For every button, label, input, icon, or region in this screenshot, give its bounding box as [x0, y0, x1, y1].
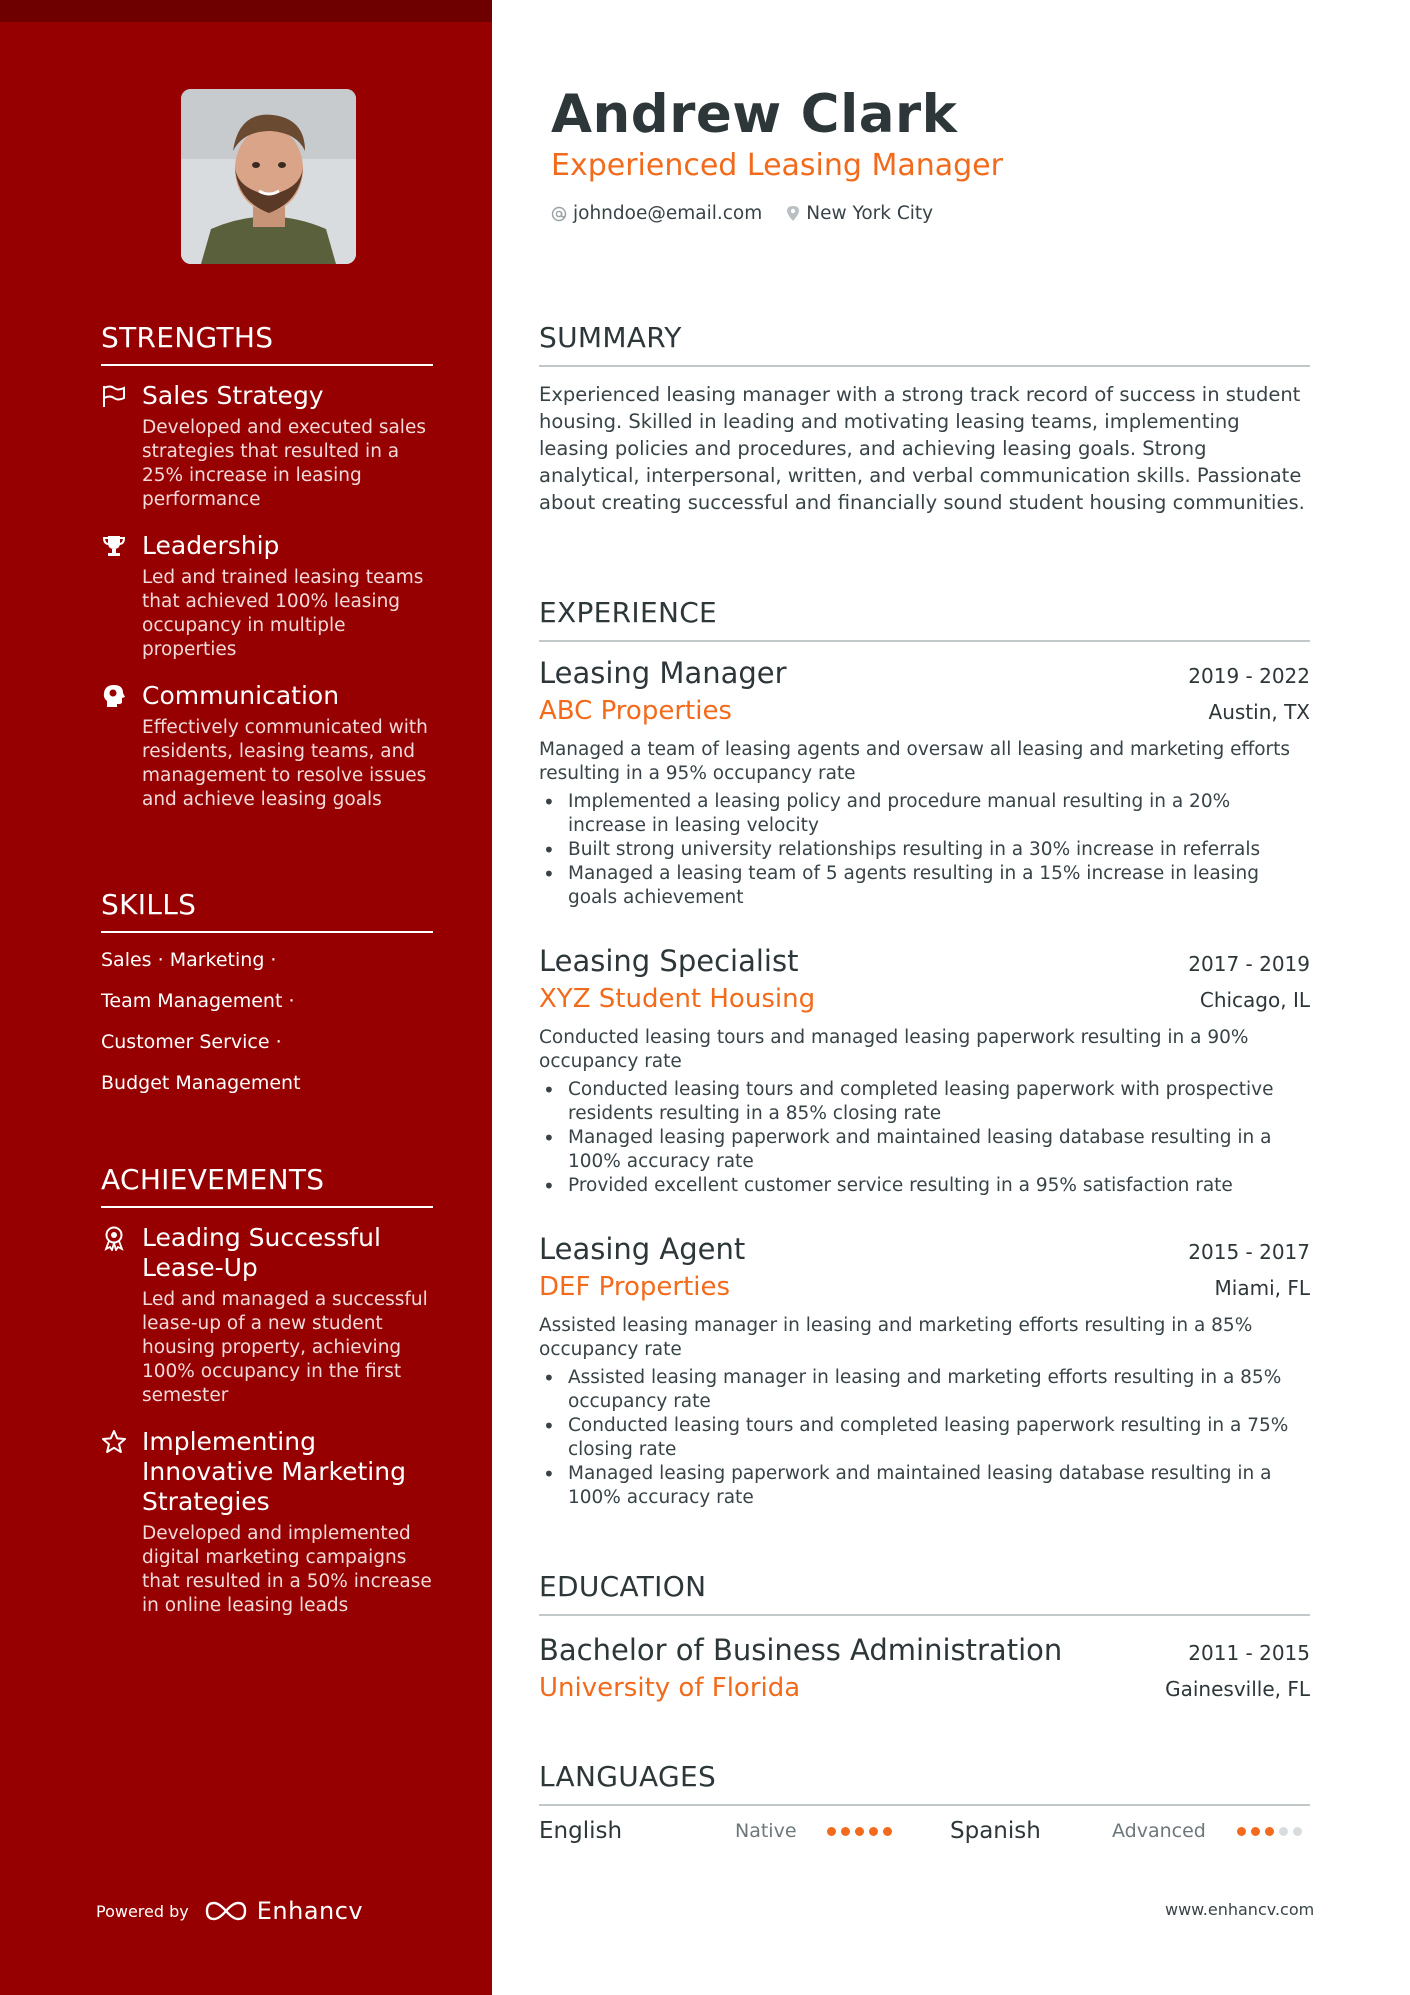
job-dates: 2015 - 2017 [1188, 1240, 1310, 1264]
language-level: Advanced [1112, 1820, 1206, 1842]
skill-line: Customer Service · [101, 1031, 282, 1053]
job-company: ABC Properties [539, 696, 732, 726]
job-bullet: • Built strong university relationships resulting in a 30% increase in referrals [539, 838, 1310, 862]
language-name: Spanish [950, 1818, 1041, 1844]
rating-dot-filled [883, 1827, 892, 1836]
language-rating [1237, 1827, 1302, 1836]
enhancv-logo-icon [203, 1899, 249, 1923]
education-dates: 2011 - 2015 [1188, 1641, 1310, 1665]
rating-dot-filled [841, 1827, 850, 1836]
strength-item [101, 681, 433, 812]
strength-title: Sales Strategy [142, 381, 324, 410]
strengths-section [101, 321, 433, 812]
job-title: Leasing Agent [539, 1232, 746, 1266]
job-bullet: • Assisted leasing manager in leasing and marketing efforts resulting in a 85% occupancy rate [539, 1366, 1310, 1414]
enhancv-brand-name: Enhancv [256, 1897, 364, 1925]
job-bullet: • Conducted leasing tours and completed leasing paperwork resulting in a 75% closing rate [539, 1414, 1310, 1462]
rating-dot-empty [1293, 1827, 1302, 1836]
job-bullet: • Provided excellent customer service resulting in a 95% satisfaction rate [539, 1174, 1310, 1198]
job-bullet: • Implemented a leasing policy and procedure manual resulting in a 20% increase in leasing velocity [539, 790, 1310, 838]
job-description: Assisted leasing manager in leasing and marketing efforts resulting in a 85% occupancy rate [539, 1315, 1253, 1360]
at-icon [551, 206, 567, 222]
candidate-name: Andrew Clark [551, 84, 958, 145]
candidate-headline: Experienced Leasing Manager [551, 148, 1003, 183]
job-entry [539, 1232, 1310, 1510]
achievements-title: ACHIEVEMENTS [101, 1163, 433, 1208]
rating-dot-filled [1237, 1827, 1246, 1836]
job-title: Leasing Manager [539, 656, 787, 690]
skill-line: Team Management · [101, 990, 295, 1012]
enhancv-logo[interactable] [203, 1897, 363, 1925]
strength-title: Communication [142, 681, 340, 710]
head-icon [101, 683, 127, 709]
email-contact[interactable] [551, 203, 762, 224]
award-icon [101, 1225, 127, 1251]
achievement-title: Leading Successful Lease-Up [142, 1223, 381, 1282]
job-bullets [539, 790, 1310, 910]
education-location: Gainesville, FL [1165, 1677, 1310, 1701]
achievement-title: Implementing Innovative Marketing Strategies [142, 1427, 406, 1516]
skills-section [101, 888, 433, 1112]
education-section [539, 1570, 1310, 1703]
job-entry [539, 656, 1310, 910]
sidebar [0, 0, 492, 1995]
strength-desc: Developed and executed sales strategies that resulted in a 25% increase in leasing performance [142, 417, 426, 510]
job-title: Leasing Specialist [539, 944, 799, 978]
job-bullet: • Managed leasing paperwork and maintained leasing database resulting in a 100% accuracy rate [539, 1126, 1310, 1174]
achievements-section [101, 1163, 433, 1618]
strength-title: Leadership [142, 531, 280, 560]
language-rating [827, 1827, 892, 1836]
location-text: New York City [806, 203, 934, 224]
sidebar-top-band [0, 0, 492, 22]
job-description: Managed a team of leasing agents and oversaw all leasing and marketing efforts resulting in a 95% occupancy rate [539, 739, 1291, 784]
job-location: Miami, FL [1214, 1276, 1310, 1300]
star-icon [101, 1429, 127, 1455]
achievement-desc: Developed and implemented digital marketing campaigns that resulted in a 50% increase in online leasing leads [142, 1523, 432, 1616]
languages-section [539, 1760, 1310, 1806]
strength-desc: Effectively communicated with residents, leasing teams, and management to resolve issues and achieve leasing goals [142, 717, 428, 810]
skills-list [101, 948, 433, 1095]
job-company: DEF Properties [539, 1272, 731, 1302]
location-pin-icon [786, 205, 800, 222]
achievement-item [101, 1427, 433, 1618]
language-level: Native [735, 1820, 797, 1842]
summary-section [539, 321, 1310, 516]
achievement-item [101, 1223, 433, 1408]
rating-dot-empty [1279, 1827, 1288, 1836]
skill-line: Sales · Marketing · [101, 949, 277, 971]
job-bullets [539, 1366, 1310, 1510]
languages-title: LANGUAGES [539, 1760, 1310, 1806]
achievement-desc: Led and managed a successful lease-up of a new student housing property, achieving 100% occupancy in the first semester [142, 1289, 428, 1406]
rating-dot-filled [1265, 1827, 1274, 1836]
powered-by [96, 1897, 363, 1925]
job-dates: 2019 - 2022 [1188, 664, 1310, 688]
job-bullets [539, 1078, 1310, 1198]
strength-item [101, 381, 433, 512]
website-link[interactable]: www.enhancv.com [1165, 1900, 1315, 1919]
rating-dot-filled [855, 1827, 864, 1836]
experience-title: EXPERIENCE [539, 596, 1310, 642]
flag-icon [101, 383, 127, 409]
powered-by-label: Powered by [96, 1901, 189, 1921]
rating-dot-filled [869, 1827, 878, 1836]
language-name: English [539, 1818, 623, 1844]
education-degree: Bachelor of Business Administration [539, 1633, 1063, 1667]
skills-title: SKILLS [101, 888, 433, 933]
language-item [950, 1818, 1310, 1844]
job-dates: 2017 - 2019 [1188, 952, 1310, 976]
job-location: Chicago, IL [1199, 988, 1310, 1012]
experience-section [539, 596, 1310, 642]
job-bullet: • Conducted leasing tours and completed leasing paperwork with prospective residents resulting in a 85% closing rate [539, 1078, 1310, 1126]
language-item [539, 1818, 899, 1844]
summary-text: Experienced leasing manager with a strong track record of success in student housing. Skilled in leading and motivating leasing teams, implementing leasing policies and procedures, and achieving leasing goals. Strong analytical, interpersonal, written, and verbal communication skills. Passionate about creating successful and financially sound student housing communities. [539, 383, 1305, 514]
profile-photo [181, 89, 356, 264]
rating-dot-filled [827, 1827, 836, 1836]
contact-info [551, 203, 957, 224]
job-bullet: • Managed a leasing team of 5 agents resulting in a 15% increase in leasing goals achievement [539, 862, 1310, 910]
trophy-icon [101, 533, 127, 559]
job-company: XYZ Student Housing [539, 984, 816, 1014]
job-entry [539, 944, 1310, 1198]
rating-dot-filled [1251, 1827, 1260, 1836]
job-location: Austin, TX [1208, 700, 1310, 724]
email-text: johndoe@email.com [573, 203, 763, 224]
strength-item [101, 531, 433, 662]
strength-desc: Led and trained leasing teams that achieved 100% leasing occupancy in multiple properties [142, 567, 424, 660]
strengths-title: STRENGTHS [101, 321, 433, 366]
job-description: Conducted leasing tours and managed leasing paperwork resulting in a 90% occupancy rate [539, 1027, 1249, 1072]
summary-title: SUMMARY [539, 321, 1310, 367]
location-contact [786, 203, 933, 224]
education-title: EDUCATION [539, 1570, 1310, 1616]
job-bullet: • Managed leasing paperwork and maintained leasing database resulting in a 100% accuracy rate [539, 1462, 1310, 1510]
skill-line: Budget Management [101, 1072, 301, 1094]
education-school: University of Florida [539, 1673, 801, 1703]
